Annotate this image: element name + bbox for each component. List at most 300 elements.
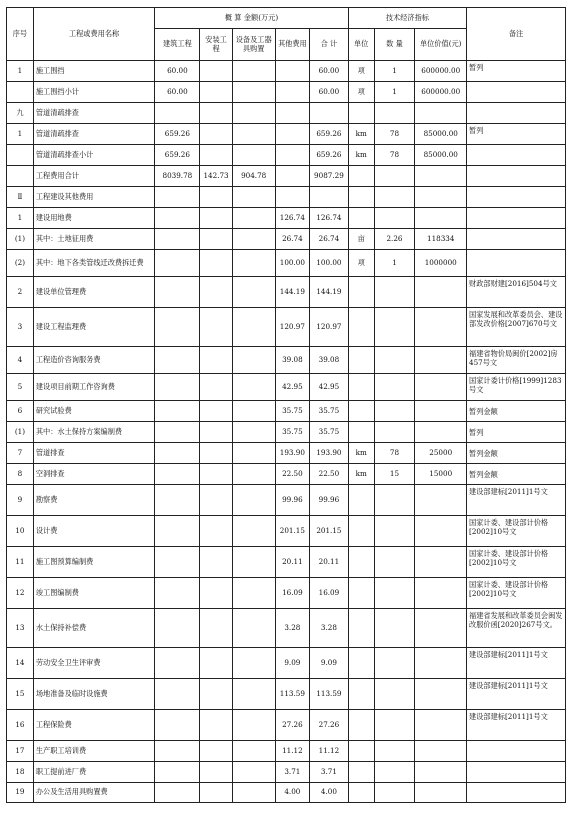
cell-install (200, 308, 232, 347)
table-row (7, 61, 566, 82)
cell-construction: 659.26 (155, 145, 200, 166)
cell-install (200, 578, 232, 609)
table-row (7, 374, 566, 401)
table-row (7, 648, 566, 679)
cell-unit-price (415, 578, 467, 609)
cell-unit-price: 85000.00 (415, 124, 467, 145)
cell-equipment (232, 308, 275, 347)
cell-construction (155, 401, 200, 422)
cell-equipment (232, 710, 275, 741)
cell-remark: 暂列金额 (467, 401, 566, 422)
cell-construction (155, 277, 200, 308)
cell-remark (467, 783, 566, 803)
cell-install (200, 124, 232, 145)
cell-unit (348, 166, 374, 187)
cell-unit-price (415, 347, 467, 374)
cell-total: 16.09 (310, 578, 349, 609)
cell-construction (155, 741, 200, 762)
cell-unit-price: 600000.00 (415, 82, 467, 103)
cell-equipment (232, 741, 275, 762)
header-qty: 数 量 (374, 29, 415, 61)
cell-equipment (232, 187, 275, 208)
header-total: 合 计 (310, 29, 349, 61)
cell-unit (348, 648, 374, 679)
table-row (7, 578, 566, 609)
table-body (7, 61, 566, 803)
cell-name: 其中：土地征用费 (33, 229, 154, 250)
cell-construction (155, 443, 200, 464)
cell-seq: 10 (7, 516, 34, 547)
cell-unit (348, 609, 374, 648)
cell-remark: 建设部建标[2011]1号文 (467, 648, 566, 679)
cell-other (275, 124, 309, 145)
cell-other: 120.97 (275, 308, 309, 347)
cell-total: 11.12 (310, 741, 349, 762)
cell-install (200, 485, 232, 516)
cell-install (200, 145, 232, 166)
cell-remark: 暂列 (467, 422, 566, 443)
cell-unit (348, 679, 374, 710)
cell-other: 3.71 (275, 762, 309, 783)
cell-qty (374, 516, 415, 547)
cell-name: 水土保持补偿费 (33, 609, 154, 648)
cell-unit (348, 741, 374, 762)
cell-equipment (232, 464, 275, 485)
cell-qty (374, 710, 415, 741)
cell-unit: km (348, 464, 374, 485)
cell-name: 管道清疏排查 (33, 103, 154, 124)
cell-unit-price (415, 609, 467, 648)
cell-install (200, 208, 232, 229)
cell-construction (155, 347, 200, 374)
cell-name: 空洞排查 (33, 464, 154, 485)
cell-unit-price (415, 516, 467, 547)
cell-unit-price (415, 422, 467, 443)
cell-seq: 11 (7, 547, 34, 578)
cell-equipment (232, 609, 275, 648)
cell-unit (348, 277, 374, 308)
cell-qty: 78 (374, 145, 415, 166)
cell-unit-price (415, 485, 467, 516)
cell-total: 4.00 (310, 783, 349, 803)
cell-construction (155, 422, 200, 443)
cell-other (275, 82, 309, 103)
cell-unit-price (415, 166, 467, 187)
cell-total: 193.90 (310, 443, 349, 464)
cell-remark: 暂列 (467, 124, 566, 145)
cell-install (200, 762, 232, 783)
cell-install (200, 187, 232, 208)
table-row (7, 609, 566, 648)
cell-total: 126.74 (310, 208, 349, 229)
cell-name: 场地准备及临时设施费 (33, 679, 154, 710)
cell-seq: 15 (7, 679, 34, 710)
cell-other: 193.90 (275, 443, 309, 464)
cell-total: 120.97 (310, 308, 349, 347)
cell-remark: 建设部建标[2011]1号文 (467, 485, 566, 516)
cell-install (200, 464, 232, 485)
cell-install: 142.73 (200, 166, 232, 187)
cell-equipment (232, 783, 275, 803)
cell-total: 144.19 (310, 277, 349, 308)
cell-remark (467, 187, 566, 208)
cell-remark (467, 82, 566, 103)
table-row (7, 308, 566, 347)
cell-remark: 暂列 (467, 61, 566, 82)
cell-unit: 亩 (348, 229, 374, 250)
cell-equipment (232, 401, 275, 422)
cell-total: 113.59 (310, 679, 349, 710)
cell-other: 22.50 (275, 464, 309, 485)
cell-other: 16.09 (275, 578, 309, 609)
cell-equipment (232, 61, 275, 82)
cell-other: 4.00 (275, 783, 309, 803)
table-row (7, 516, 566, 547)
cell-unit (348, 308, 374, 347)
cell-other: 201.15 (275, 516, 309, 547)
cell-seq: 1 (7, 124, 34, 145)
cell-total (310, 187, 349, 208)
cell-qty (374, 783, 415, 803)
cell-seq: 6 (7, 401, 34, 422)
cell-unit-price (415, 679, 467, 710)
cell-equipment (232, 277, 275, 308)
cell-unit-price: 1000000 (415, 250, 467, 277)
cell-other: 99.96 (275, 485, 309, 516)
table-row (7, 762, 566, 783)
cell-unit (348, 374, 374, 401)
cell-unit (348, 401, 374, 422)
cell-remark: 建设部建标[2011]1号文 (467, 710, 566, 741)
cell-equipment (232, 208, 275, 229)
cell-name: 建设工程监理费 (33, 308, 154, 347)
cell-equipment (232, 347, 275, 374)
cell-seq: 9 (7, 485, 34, 516)
cell-other: 27.26 (275, 710, 309, 741)
cell-construction (155, 208, 200, 229)
cell-qty: 1 (374, 250, 415, 277)
cell-install (200, 547, 232, 578)
cell-unit (348, 187, 374, 208)
cell-unit-price (415, 710, 467, 741)
cell-qty (374, 401, 415, 422)
cell-equipment (232, 374, 275, 401)
cell-unit-price: 600000.00 (415, 61, 467, 82)
table-row (7, 443, 566, 464)
cell-unit-price (415, 374, 467, 401)
cell-seq: (2) (7, 250, 34, 277)
cell-other: 3.28 (275, 609, 309, 648)
cell-equipment (232, 82, 275, 103)
cell-qty: 1 (374, 82, 415, 103)
cell-equipment (232, 679, 275, 710)
cell-equipment (232, 516, 275, 547)
cell-equipment (232, 443, 275, 464)
cell-name: 建设用地费 (33, 208, 154, 229)
cell-equipment (232, 250, 275, 277)
cell-construction (155, 710, 200, 741)
cell-equipment (232, 124, 275, 145)
table-row (7, 208, 566, 229)
cell-unit (348, 103, 374, 124)
cell-unit (348, 485, 374, 516)
cell-unit-price (415, 762, 467, 783)
cell-unit-price (415, 547, 467, 578)
cell-qty: 78 (374, 443, 415, 464)
cell-unit: km (348, 443, 374, 464)
cell-install (200, 648, 232, 679)
cell-remark (467, 229, 566, 250)
cell-name: 办公及生活用具购置费 (33, 783, 154, 803)
cell-other: 113.59 (275, 679, 309, 710)
table-row (7, 464, 566, 485)
cell-construction (155, 374, 200, 401)
header-remark: 备注 (467, 8, 566, 61)
cell-other: 42.95 (275, 374, 309, 401)
cell-name: 其中：水土保持方案编制费 (33, 422, 154, 443)
cell-unit-price (415, 103, 467, 124)
cell-seq: Ⅱ (7, 187, 34, 208)
cell-construction (155, 464, 200, 485)
cell-unit-price: 15000 (415, 464, 467, 485)
cell-construction (155, 648, 200, 679)
cell-remark: 暂列金额 (467, 464, 566, 485)
cell-total: 27.26 (310, 710, 349, 741)
cell-total: 9087.29 (310, 166, 349, 187)
cell-other: 39.08 (275, 347, 309, 374)
cell-construction: 8039.78 (155, 166, 200, 187)
cell-remark: 国家计委计价格[1999]1283号文 (467, 374, 566, 401)
cell-total: 99.96 (310, 485, 349, 516)
table-row (7, 401, 566, 422)
cell-install (200, 401, 232, 422)
cell-name: 生产职工培训费 (33, 741, 154, 762)
cell-other: 20.11 (275, 547, 309, 578)
cell-equipment (232, 422, 275, 443)
cell-total: 3.71 (310, 762, 349, 783)
cell-remark (467, 741, 566, 762)
cell-install (200, 374, 232, 401)
cell-total: 3.28 (310, 609, 349, 648)
cell-other (275, 166, 309, 187)
table-row (7, 250, 566, 277)
cell-construction: 60.00 (155, 82, 200, 103)
cell-name: 职工提前进厂费 (33, 762, 154, 783)
cell-name: 工程建设其他费用 (33, 187, 154, 208)
cell-qty (374, 166, 415, 187)
cell-total: 22.50 (310, 464, 349, 485)
cell-name: 劳动安全卫生评审费 (33, 648, 154, 679)
cell-qty (374, 187, 415, 208)
cell-unit (348, 783, 374, 803)
cell-construction: 659.26 (155, 124, 200, 145)
cell-unit (348, 208, 374, 229)
cell-total: 60.00 (310, 82, 349, 103)
table-row (7, 710, 566, 741)
cell-construction: 60.00 (155, 61, 200, 82)
cell-equipment (232, 103, 275, 124)
cell-qty (374, 547, 415, 578)
cell-seq: 7 (7, 443, 34, 464)
cell-remark (467, 103, 566, 124)
cell-construction (155, 783, 200, 803)
cell-unit-price (415, 783, 467, 803)
cell-install (200, 250, 232, 277)
cell-construction (155, 229, 200, 250)
cell-name: 竣工图编制费 (33, 578, 154, 609)
header-unit: 单位 (348, 29, 374, 61)
cell-remark (467, 762, 566, 783)
cell-total: 659.26 (310, 145, 349, 166)
cell-equipment (232, 648, 275, 679)
cell-construction (155, 578, 200, 609)
cell-other: 35.75 (275, 422, 309, 443)
cell-other (275, 187, 309, 208)
cell-seq (7, 145, 34, 166)
cell-other: 126.74 (275, 208, 309, 229)
cell-other: 100.00 (275, 250, 309, 277)
cell-seq: 17 (7, 741, 34, 762)
cell-seq: 1 (7, 208, 34, 229)
cell-remark (467, 145, 566, 166)
cell-unit-price: 25000 (415, 443, 467, 464)
table-row (7, 166, 566, 187)
cell-construction (155, 609, 200, 648)
cell-unit: 项 (348, 61, 374, 82)
cell-qty (374, 347, 415, 374)
cell-name: 建设单位管理费 (33, 277, 154, 308)
cell-qty (374, 277, 415, 308)
header-tech-group: 技术经济指标 (348, 8, 466, 29)
cell-other: 9.09 (275, 648, 309, 679)
cell-construction (155, 485, 200, 516)
cell-construction (155, 762, 200, 783)
cell-name: 施工图预算编制费 (33, 547, 154, 578)
header-estimate-group: 概 算 金额(万元) (155, 8, 348, 29)
cell-total: 35.75 (310, 422, 349, 443)
table-row (7, 145, 566, 166)
header-seq: 序号 (7, 8, 34, 61)
cell-install (200, 61, 232, 82)
cell-qty (374, 103, 415, 124)
cell-remark: 福建省物价局闽价[2002]房457号文 (467, 347, 566, 374)
cell-total: 100.00 (310, 250, 349, 277)
cell-unit: 项 (348, 250, 374, 277)
cell-qty (374, 741, 415, 762)
cell-qty: 78 (374, 124, 415, 145)
cell-qty: 15 (374, 464, 415, 485)
cell-install (200, 783, 232, 803)
cell-construction (155, 679, 200, 710)
cell-seq: (1) (7, 422, 34, 443)
cell-unit-price (415, 401, 467, 422)
table-row (7, 187, 566, 208)
cell-total: 39.08 (310, 347, 349, 374)
cell-qty (374, 762, 415, 783)
cell-install (200, 516, 232, 547)
cell-qty (374, 208, 415, 229)
cell-unit (348, 516, 374, 547)
cell-total: 201.15 (310, 516, 349, 547)
cell-seq: 九 (7, 103, 34, 124)
cell-equipment (232, 229, 275, 250)
cell-unit (348, 578, 374, 609)
cell-name: 施工围挡 (33, 61, 154, 82)
table-row (7, 347, 566, 374)
cell-seq: 5 (7, 374, 34, 401)
cell-name: 工程保险费 (33, 710, 154, 741)
cell-remark: 暂列金额 (467, 443, 566, 464)
cell-name: 工程造价咨询服务费 (33, 347, 154, 374)
cell-seq: 19 (7, 783, 34, 803)
table-row (7, 124, 566, 145)
cell-unit-price (415, 208, 467, 229)
cell-install (200, 679, 232, 710)
cell-unit-price: 118334 (415, 229, 467, 250)
cell-qty (374, 374, 415, 401)
cell-seq: 14 (7, 648, 34, 679)
cell-remark: 国家计委、建设部计价格[2002]10号文 (467, 578, 566, 609)
table-row (7, 103, 566, 124)
cell-total: 9.09 (310, 648, 349, 679)
cell-remark: 福建省发展和改革委员会闽发改服价函[2020]267号文。 (467, 609, 566, 648)
table-row (7, 82, 566, 103)
header-unit-price: 单位价值(元) (415, 29, 467, 61)
cell-total: 35.75 (310, 401, 349, 422)
cell-total: 60.00 (310, 61, 349, 82)
cell-remark (467, 250, 566, 277)
cell-unit-price (415, 741, 467, 762)
cell-seq: 4 (7, 347, 34, 374)
cell-seq: 12 (7, 578, 34, 609)
budget-table (6, 7, 566, 803)
cell-name: 研究试验费 (33, 401, 154, 422)
cell-unit (348, 422, 374, 443)
cell-construction (155, 187, 200, 208)
cell-seq (7, 166, 34, 187)
cell-remark (467, 208, 566, 229)
table-row (7, 741, 566, 762)
cell-qty (374, 578, 415, 609)
cell-equipment (232, 145, 275, 166)
cell-qty (374, 485, 415, 516)
cell-seq: 18 (7, 762, 34, 783)
cell-install (200, 277, 232, 308)
cell-install (200, 710, 232, 741)
cell-install (200, 82, 232, 103)
cell-construction (155, 308, 200, 347)
cell-seq: 1 (7, 61, 34, 82)
cell-install (200, 609, 232, 648)
cell-equipment: 904.78 (232, 166, 275, 187)
cell-equipment (232, 578, 275, 609)
cell-name: 设计费 (33, 516, 154, 547)
cell-equipment (232, 485, 275, 516)
cell-construction (155, 103, 200, 124)
header-equipment: 设备及工器具购置 (232, 29, 275, 61)
cell-qty (374, 422, 415, 443)
cell-other (275, 103, 309, 124)
cell-total: 659.26 (310, 124, 349, 145)
cell-name: 施工围挡小计 (33, 82, 154, 103)
cell-seq: 2 (7, 277, 34, 308)
cell-other: 144.19 (275, 277, 309, 308)
cell-other: 35.75 (275, 401, 309, 422)
cell-name: 管道排查 (33, 443, 154, 464)
header-other: 其他费用 (275, 29, 309, 61)
cell-seq (7, 82, 34, 103)
cell-remark: 国家计委、建设部计价格[2002]10号文 (467, 547, 566, 578)
